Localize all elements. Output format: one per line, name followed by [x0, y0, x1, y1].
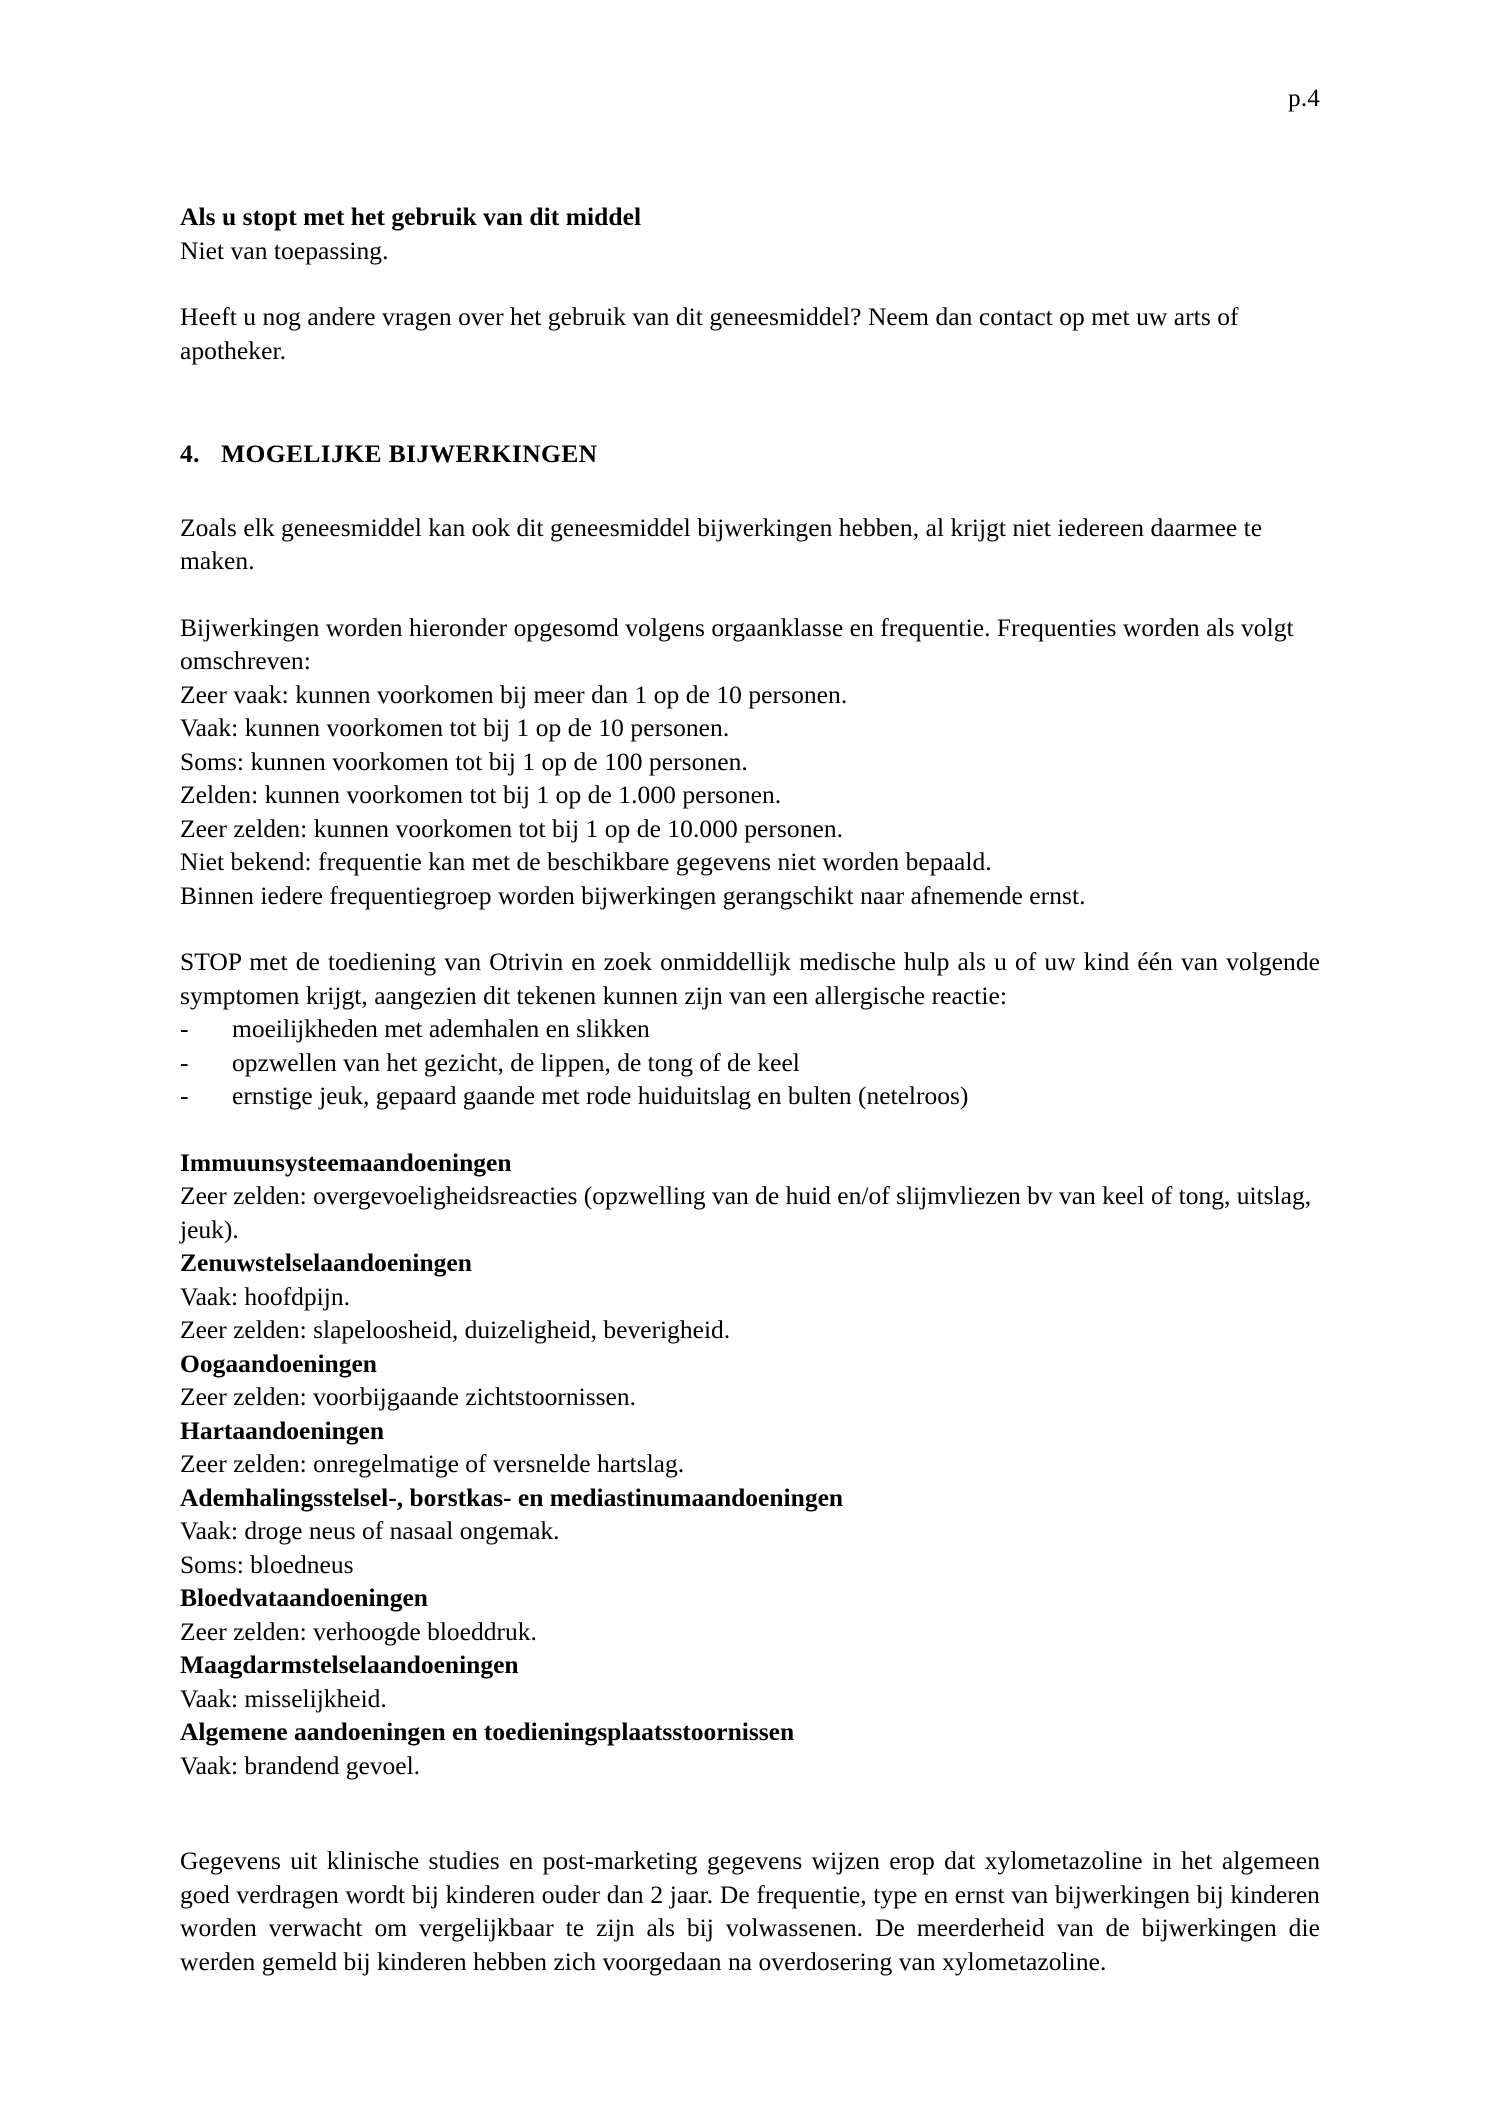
- spacer: [180, 367, 1320, 437]
- organ-class-title: Oogaandoeningen: [180, 1348, 377, 1378]
- frequency-intro: Bijwerkingen worden hieronder opgesomd volgens orgaanklasse en frequentie. Frequenties worden als volgt omschreven:: [180, 612, 1294, 675]
- frequency-definition: Niet bekend: frequentie kan met de beschikbare gegevens niet worden bepaald.: [180, 847, 992, 876]
- organ-class-title: Zenuwstelselaandoeningen: [180, 1248, 472, 1277]
- organ-class-line: Zeer zelden: verhoogde bloeddruk.: [180, 1616, 537, 1646]
- stop-usage-body: Niet van toepassing.: [180, 235, 389, 265]
- dash-bullet-icon: -: [180, 1047, 189, 1077]
- section-4-number: 4.: [180, 439, 200, 468]
- spacer: [180, 471, 1320, 511]
- organ-class-block: [180, 1581, 1320, 1648]
- closing-paragraph: Gegevens uit klinische studies en post-marketing gegevens wijzen erop dat xylometazoline in het algemeen goed verdragen wordt bij kinderen ouder dan 2 jaar. De frequentie, type en ernst van bijwerkingen bij kinderen worden verwacht om vergelijkbaar te zijn als bij volwassenen. De meerderheid van de bijwerkingen die werden gemeld bij kinderen hebben zich voorgedaan na overdosering van xylometazoline.: [180, 1846, 1320, 1976]
- list-item: [180, 1079, 1320, 1113]
- stop-usage-heading: Als u stopt met het gebruik van dit middel: [180, 202, 642, 231]
- frequency-definition: Binnen iedere frequentiegroep worden bijwerkingen gerangschikt naar afnemende ernst.: [180, 880, 1086, 910]
- list-item: [180, 1046, 1320, 1080]
- dash-bullet-icon: -: [180, 1014, 189, 1043]
- section-4-heading: [180, 437, 1320, 471]
- organ-class-block: [180, 1648, 1320, 1715]
- spacer: [180, 267, 1320, 300]
- section-4-title: MOGELIJKE BIJWERKINGEN: [221, 439, 598, 468]
- list-item-label: opzwellen van het gezicht, de lippen, de tong of de keel: [232, 1047, 800, 1077]
- frequency-definition: Zeer zelden: kunnen voorkomen tot bij 1 op de 10.000 personen.: [180, 813, 844, 843]
- organ-class-line: Vaak: droge neus of nasaal ongemak.: [180, 1516, 560, 1545]
- organ-class-line: Soms: bloedneus: [180, 1549, 354, 1579]
- frequency-definition: Zeer vaak: kunnen voorkomen bij meer dan 1 op de 10 personen.: [180, 679, 848, 709]
- list-item: [180, 1012, 1320, 1046]
- organ-class-line: Vaak: misselijkheid.: [180, 1683, 387, 1713]
- organ-class-block: [180, 1246, 1320, 1347]
- spacer: [180, 578, 1320, 611]
- spacer: [180, 912, 1320, 945]
- organ-class-title: Hartaandoeningen: [180, 1415, 385, 1445]
- organ-class-line: Vaak: brandend gevoel.: [180, 1750, 421, 1780]
- frequency-definition: Vaak: kunnen voorkomen tot bij 1 op de 10 personen.: [180, 713, 730, 742]
- spacer: [180, 1782, 1320, 1844]
- frequency-definition: Soms: kunnen voorkomen tot bij 1 op de 100 personen.: [180, 746, 748, 776]
- organ-class-title: Bloedvataandoeningen: [180, 1583, 428, 1612]
- page-number: p.4: [1288, 85, 1320, 112]
- organ-class-block: [180, 1715, 1320, 1782]
- organ-class-block: [180, 1481, 1320, 1582]
- stop-warning-paragraph: STOP met de toediening van Otrivin en zoek onmiddellijk medische hulp als u of uw kind één van volgende symptomen krijgt, aangezien dit tekenen kunnen zijn van een allergische reactie:: [180, 947, 1320, 1010]
- organ-class-title: Immuunsysteemaandoeningen: [180, 1147, 512, 1177]
- organ-class-line: Zeer zelden: voorbijgaande zichtstoornissen.: [180, 1382, 636, 1411]
- organ-class-block: [180, 1414, 1320, 1481]
- dash-bullet-icon: -: [180, 1081, 189, 1110]
- organ-class-title: Maagdarmstelselaandoeningen: [180, 1650, 519, 1679]
- organ-class-line: Zeer zelden: overgevoeligheidsreacties (opzwelling van de huid en/of slijmvliezen bv van keel of tong, uitslag, jeuk).: [180, 1181, 1312, 1244]
- frequency-definition: Zelden: kunnen voorkomen tot bij 1 op de 1.000 personen.: [180, 780, 782, 809]
- organ-class-line: Zeer zelden: slapeloosheid, duizeligheid, beverigheid.: [180, 1315, 731, 1344]
- section-4-intro: Zoals elk geneesmiddel kan ook dit geneesmiddel bijwerkingen hebben, al krijgt niet iedereen daarmee te maken.: [180, 512, 1263, 575]
- allergy-symptom-list: [180, 1012, 1320, 1113]
- organ-class-title: Algemene aandoeningen en toedieningsplaatsstoornissen: [180, 1717, 795, 1746]
- list-item-label: ernstige jeuk, gepaard gaande met rode huiduitslag en bulten (netelroos): [232, 1081, 969, 1110]
- organ-class-title: Ademhalingsstelsel-, borstkas- en mediastinumaandoeningen: [180, 1482, 844, 1512]
- organ-class-block: [180, 1347, 1320, 1414]
- spacer: [180, 1113, 1320, 1146]
- organ-class-line: Vaak: hoofdpijn.: [180, 1281, 350, 1311]
- questions-paragraph: Heeft u nog andere vragen over het gebruik van dit geneesmiddel? Neem dan contact op met uw arts of apotheker.: [180, 302, 1239, 365]
- organ-class-block: [180, 1146, 1320, 1247]
- list-item-label: moeilijkheden met ademhalen en slikken: [232, 1014, 650, 1043]
- document-body: [180, 200, 1320, 1978]
- organ-class-line: Zeer zelden: onregelmatige of versnelde hartslag.: [180, 1449, 685, 1478]
